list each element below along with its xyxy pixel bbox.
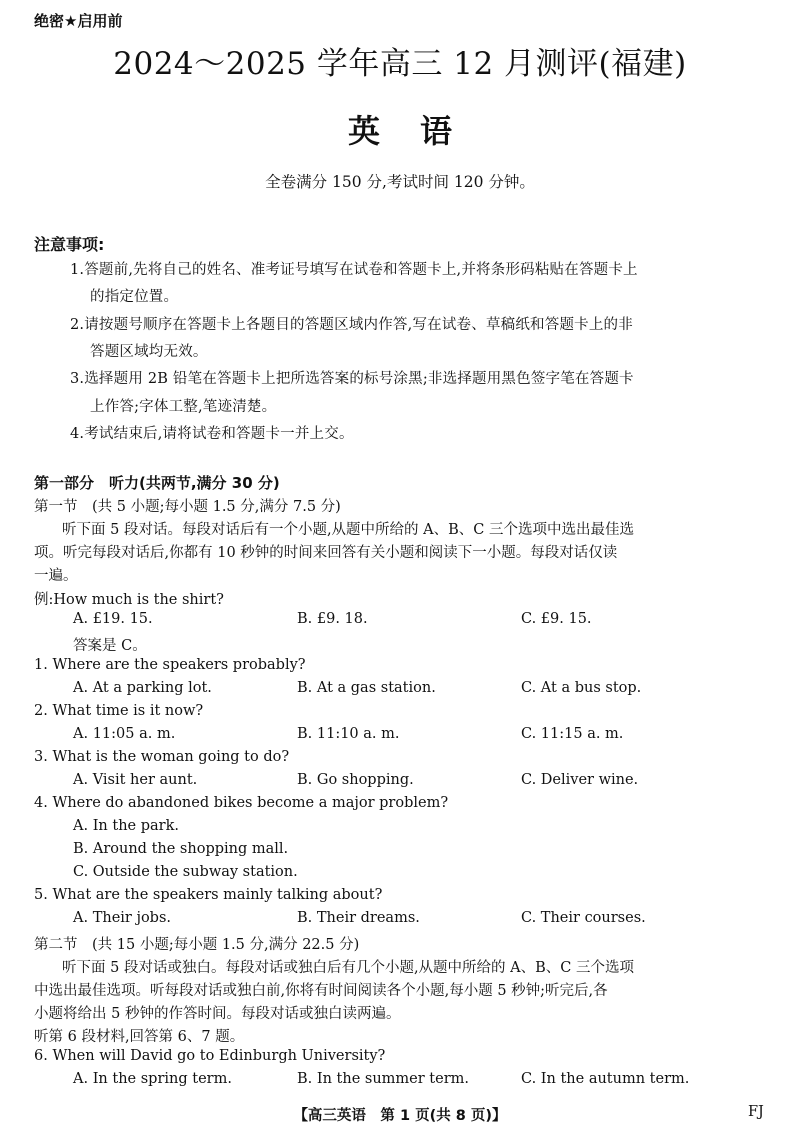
question-5-option-c: C. Their courses. (521, 910, 646, 926)
example-option: B. £9. 18. (297, 611, 368, 627)
notice-line: 上作答;字体工整,笔迹清楚。 (90, 399, 277, 415)
question-3-option-b: B. Go shopping. (297, 772, 414, 788)
example-option: A. £19. 15. (73, 611, 153, 627)
section1-title: 第一节 (共 5 小题;每小题 1.5 分,满分 7.5 分) (34, 499, 341, 515)
part1-heading: 第一部分 听力(共两节,满分 30 分) (34, 474, 280, 492)
question-3-option-c: C. Deliver wine. (521, 772, 639, 788)
subject-title: 英语 (347, 112, 492, 150)
section1-instruction: 项。听完每段对话后,你都有 10 秒钟的时间来回答有关小题和阅读下一小题。每段对话仅读 (34, 545, 618, 561)
confidential-label: 绝密★启用前 (34, 12, 123, 30)
question-6-option-a: A. In the spring term. (73, 1071, 232, 1087)
notice-line: 的指定位置。 (90, 289, 179, 305)
question-2-option-c: C. 11:15 a. m. (521, 726, 624, 742)
question-4: 4. Where do abandoned bikes become a major problem? (34, 795, 449, 811)
notice-line: 2.请按题号顺序在答题卡上各题目的答题区域内作答,写在试卷、草稿纸和答题卡上的非 (70, 317, 633, 333)
notice-line: 4.考试结束后,请将试卷和答题卡一并上交。 (70, 426, 354, 442)
section2-title: 第二节 (共 15 小题;每小题 1.5 分,满分 22.5 分) (34, 937, 360, 953)
notice-heading: 注意事项: (34, 235, 105, 254)
question-1-option-b: B. At a gas station. (297, 680, 436, 696)
section2-instruction: 中选出最佳选项。听每段对话或独白前,你将有时间阅读各个小题,每小题 5 秒钟;听完后,各 (34, 983, 608, 999)
question-1: 1. Where are the speakers probably? (34, 657, 306, 673)
question-6: 6. When will David go to Edinburgh University? (34, 1048, 386, 1064)
example-answer: 答案是 C。 (73, 638, 147, 654)
question-4-option-a: A. In the park. (73, 818, 179, 834)
question-3-option-a: A. Visit her aunt. (73, 772, 198, 788)
section1-instruction: 一遍。 (34, 568, 78, 584)
question-2: 2. What time is it now? (34, 703, 204, 719)
exam-title: 2024～2025 学年高三 12 月测评(福建) (113, 46, 687, 82)
section2-instruction: 听下面 5 段对话或独白。每段对话或独白后有几个小题,从题中所给的 A、B、C 三个选项 (62, 960, 634, 976)
question-5-option-b: B. Their dreams. (297, 910, 420, 926)
score-info: 全卷满分 150 分,考试时间 120 分钟。 (265, 173, 535, 191)
section1-instruction: 听下面 5 段对话。每段对话后有一个小题,从题中所给的 A、B、C 三个选项中选出最佳选 (62, 522, 634, 538)
notice-line: 3.选择题用 2B 铅笔在答题卡上把所选答案的标号涂黑;非选择题用黑色签字笔在答题卡 (70, 371, 634, 387)
notice-line: 答题区域均无效。 (90, 344, 208, 360)
question-2-option-a: A. 11:05 a. m. (73, 726, 176, 742)
example-option: C. £9. 15. (521, 611, 592, 627)
question-6-option-b: B. In the summer term. (297, 1071, 470, 1087)
footer-page-info: 【高三英语 第 1 页(共 8 页)】 (293, 1108, 507, 1124)
question-6-option-c: C. In the autumn term. (521, 1071, 690, 1087)
material-note: 听第 6 段材料,回答第 6、7 题。 (34, 1029, 245, 1045)
question-4-option-b: B. Around the shopping mall. (73, 841, 289, 857)
section2-instruction: 小题将给出 5 秒钟的作答时间。每段对话或独白读两遍。 (34, 1006, 401, 1022)
region-code: FJ (748, 1104, 764, 1120)
question-4-option-c: C. Outside the subway station. (73, 864, 298, 880)
page-footer (0, 1104, 800, 1125)
question-3: 3. What is the woman going to do? (34, 749, 290, 765)
question-5-option-a: A. Their jobs. (73, 910, 172, 926)
notice-line: 1.答题前,先将自己的姓名、准考证号填写在试卷和答题卡上,并将条形码粘贴在答题卡上 (70, 262, 638, 278)
question-1-option-a: A. At a parking lot. (73, 680, 212, 696)
example-question: 例:How much is the shirt? (34, 592, 224, 608)
question-1-option-c: C. At a bus stop. (521, 680, 642, 696)
question-5: 5. What are the speakers mainly talking about? (34, 887, 383, 903)
question-2-option-b: B. 11:10 a. m. (297, 726, 400, 742)
